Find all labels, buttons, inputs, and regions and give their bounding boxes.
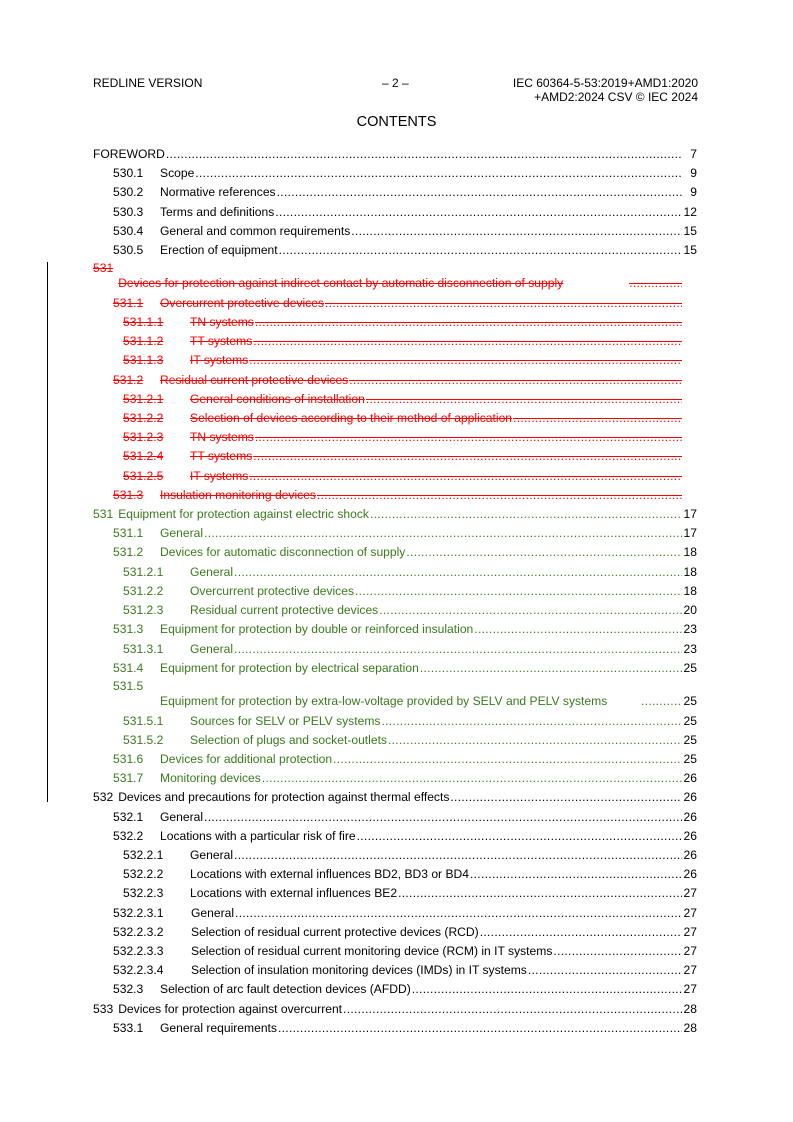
toc-entry[interactable] xyxy=(113,981,697,997)
toc-entry-page: 27 xyxy=(683,963,697,977)
toc-entry[interactable] xyxy=(113,660,697,676)
toc-entry-number: 531.2.1 xyxy=(123,565,164,579)
toc-entry-page: 28 xyxy=(683,1002,697,1016)
toc-entry-title: General conditions of installation xyxy=(190,392,365,406)
toc-entry-page: 18 xyxy=(683,565,697,579)
toc-entry-title: General requirements xyxy=(160,1021,277,1035)
toc-entry[interactable] xyxy=(123,468,697,484)
toc-entry[interactable] xyxy=(113,525,697,541)
toc-entry-title: General xyxy=(190,642,234,656)
toc-entry[interactable] xyxy=(123,847,697,863)
toc-entry-title: Devices for protection against overcurrent xyxy=(118,1002,343,1016)
toc-entry[interactable] xyxy=(113,924,697,940)
toc-entry-number: 531.2.3 xyxy=(123,603,164,617)
toc-entry-title: General xyxy=(160,810,204,824)
toc-entry-title: Monitoring devices xyxy=(160,771,261,785)
toc-entry-page: 23 xyxy=(683,642,697,656)
toc-leader-dots xyxy=(249,353,682,368)
page-title: CONTENTS xyxy=(356,114,437,130)
toc-entry[interactable] xyxy=(113,751,697,767)
toc-entry-title: Devices for additional protection xyxy=(160,752,333,766)
toc-entry-title: TN systems xyxy=(190,430,254,444)
toc-entry-number: 533 xyxy=(93,1002,114,1016)
toc-leader-dots xyxy=(325,296,682,311)
toc-entry-title: Locations with external influences BE2 xyxy=(190,886,398,900)
toc-entry-number: 532.2.1 xyxy=(123,848,164,862)
toc-entry[interactable] xyxy=(113,943,697,959)
toc-entry-page: 27 xyxy=(683,906,697,920)
header-left: REDLINE VERSION xyxy=(93,76,203,90)
toc-entry[interactable] xyxy=(113,184,697,200)
toc-entry-number: 530.5 xyxy=(113,243,144,257)
toc-entry[interactable] xyxy=(113,905,697,921)
toc-entry-number: 530.3 xyxy=(113,205,144,219)
toc-entry-title: Residual current protective devices xyxy=(160,373,349,387)
toc-entry-title: Devices and precautions for protection against thermal effects xyxy=(118,790,450,804)
toc-leader-dots xyxy=(195,166,682,181)
toc-entry-number: 532.2 xyxy=(113,829,144,843)
toc-leader-dots xyxy=(474,622,682,637)
toc-entry-title: Selection of residual current protective devices (RCD) xyxy=(191,925,479,939)
toc-entry-number: 532.3 xyxy=(113,982,144,996)
toc-entry[interactable] xyxy=(123,602,697,618)
toc-leader-dots xyxy=(370,507,682,522)
toc-entry-title: Selection of plugs and socket-outlets xyxy=(190,733,387,747)
toc-entry-number: 530.4 xyxy=(113,224,144,238)
toc-entry-number: 531.2.3 xyxy=(123,430,164,444)
toc-leader-dots xyxy=(204,810,682,825)
toc-entry-page: 18 xyxy=(683,545,697,559)
toc-entry[interactable] xyxy=(113,621,697,637)
toc-entry-page: 27 xyxy=(683,886,697,900)
toc-leader-dots xyxy=(262,771,682,786)
toc-leader-dots xyxy=(355,584,682,599)
toc-entry-title: Devices for automatic disconnection of supply xyxy=(160,545,406,559)
toc-entry-page: 28 xyxy=(683,1021,697,1035)
toc-entry-title: Terms and definitions xyxy=(160,205,275,219)
toc-entry[interactable] xyxy=(93,506,697,522)
toc-entry-title: Equipment for protection by double or reinforced insulation xyxy=(160,622,474,636)
toc-leader-dots xyxy=(166,147,682,162)
toc-leader-dots xyxy=(420,661,682,676)
toc-entry[interactable] xyxy=(123,583,697,599)
toc-entry-title: Overcurrent protective devices xyxy=(160,296,325,310)
toc-entry[interactable] xyxy=(123,314,697,330)
toc-entry-number: 531.2.1 xyxy=(123,392,164,406)
toc-leader-dots xyxy=(249,469,682,484)
toc-entry[interactable] xyxy=(113,295,697,311)
toc-entry-number: 531.3 xyxy=(113,488,144,502)
toc-leader-dots xyxy=(255,315,682,330)
toc-entry-page: 26 xyxy=(683,829,697,843)
toc-leader-dots xyxy=(277,185,682,200)
toc-entry-number: 531 xyxy=(93,507,114,521)
toc-entry-number: 532.2.3 xyxy=(123,886,164,900)
toc-entry-title: Overcurrent protective devices xyxy=(190,584,355,598)
toc-entry-page: 9 xyxy=(690,185,697,199)
toc-entry[interactable] xyxy=(123,732,697,748)
toc-entry-page: 15 xyxy=(683,243,697,257)
toc-entry-title: General and common requirements xyxy=(160,224,351,238)
toc-entry-title: TT systems xyxy=(190,334,253,348)
toc-entry[interactable] xyxy=(93,789,697,805)
header-page-number: – 2 – xyxy=(382,76,409,90)
toc-entry-number: 531.2.5 xyxy=(123,469,164,483)
toc-entry-title: Selection of residual current monitoring device (RCM) in IT systems xyxy=(191,944,553,958)
toc-entry-number: 531 xyxy=(93,261,114,275)
toc-entry[interactable] xyxy=(123,866,697,882)
toc-entry-page: 25 xyxy=(683,752,697,766)
toc-entry-title: Residual current protective devices xyxy=(190,603,379,617)
toc-entry[interactable] xyxy=(123,410,697,426)
toc-entry[interactable] xyxy=(113,165,697,181)
toc-entry-number: 530.2 xyxy=(113,185,144,199)
toc-entry[interactable] xyxy=(123,564,697,580)
toc-leader-dots xyxy=(480,925,682,940)
toc-entry-title: Selection of arc fault detection devices (AFDD) xyxy=(160,982,411,996)
toc-entry-title: Equipment for protection against electric shock xyxy=(118,507,369,521)
toc-leader-dots xyxy=(379,603,682,618)
toc-leader-dots xyxy=(513,411,682,426)
toc-leader-dots xyxy=(234,848,682,863)
toc-entry-number: 531.1.1 xyxy=(123,315,164,329)
toc-entry-number: 532 xyxy=(93,790,114,804)
toc-leader-dots xyxy=(253,334,682,349)
toc-leader-dots xyxy=(381,714,682,729)
toc-entry-title: Locations with external influences BD2, BD3 or BD4 xyxy=(190,867,469,881)
toc-entry-number: 531.5.2 xyxy=(123,733,164,747)
toc-entry[interactable] xyxy=(123,448,697,464)
toc-entry-title: IT systems xyxy=(190,469,249,483)
toc-entry-title: TN systems xyxy=(190,315,254,329)
toc-entry-number: 532.2.3.3 xyxy=(113,944,164,958)
toc-entry-number: 531.7 xyxy=(113,771,144,785)
toc-entry-title: Selection of devices according to their method of application xyxy=(190,411,513,425)
toc-leader-dots xyxy=(357,829,682,844)
toc-entry-title: Devices for protection against indirect contact by automatic disconnection of supply xyxy=(118,276,564,290)
toc-entry-number: 530.1 xyxy=(113,166,144,180)
toc-entry[interactable] xyxy=(113,242,697,258)
toc-entry-number: 532.2.3.2 xyxy=(113,925,164,939)
toc-entry-page: 18 xyxy=(683,584,697,598)
toc-entry[interactable] xyxy=(93,261,697,291)
toc-entry[interactable] xyxy=(123,429,697,445)
toc-entry-number: 531.2.2 xyxy=(123,584,164,598)
toc-entry[interactable] xyxy=(93,1001,697,1017)
toc-leader-dots xyxy=(351,224,682,239)
toc-entry[interactable] xyxy=(123,885,697,901)
toc-entry-title: Equipment for protection by electrical separation xyxy=(160,661,419,675)
toc-entry[interactable] xyxy=(113,1020,697,1036)
toc-entry-number: 531.2 xyxy=(113,545,144,559)
toc-leader-dots xyxy=(388,733,682,748)
toc-entry-number: 531.5 xyxy=(113,679,144,693)
toc-entry[interactable] xyxy=(123,333,697,349)
toc-entry[interactable] xyxy=(113,828,697,844)
toc-entry-number: 531.4 xyxy=(113,661,144,675)
toc-entry-title: Insulation monitoring devices xyxy=(160,488,316,502)
toc-entry-title: Sources for SELV or PELV systems xyxy=(190,714,381,728)
toc-leader-dots xyxy=(450,790,682,805)
toc-entry-page: 27 xyxy=(683,944,697,958)
toc-entry-page: 17 xyxy=(683,507,697,521)
toc-leader-dots xyxy=(349,373,682,388)
toc-entry-number: 531.5.1 xyxy=(123,714,164,728)
toc-entry-page: 9 xyxy=(690,166,697,180)
toc-entry[interactable] xyxy=(123,352,697,368)
toc-leader-dots xyxy=(366,392,682,407)
toc-entry-number: 531.2 xyxy=(113,373,144,387)
toc-entry[interactable] xyxy=(113,544,697,560)
toc-leader-dots xyxy=(204,526,682,541)
toc-leader-dots xyxy=(234,642,682,657)
toc-entry-number: 531.6 xyxy=(113,752,144,766)
toc-leader-dots xyxy=(412,982,682,997)
toc-leader-dots xyxy=(398,886,682,901)
toc-entry-page: 12 xyxy=(683,205,697,219)
toc-leader-dots xyxy=(406,545,682,560)
toc-entry-page: 26 xyxy=(683,867,697,881)
toc-entry[interactable] xyxy=(113,487,697,503)
toc-entry-page: 23 xyxy=(683,622,697,636)
toc-entry-title: Locations with a particular risk of fire xyxy=(160,829,356,843)
toc-entry[interactable] xyxy=(123,713,697,729)
toc-leader-dots xyxy=(553,944,682,959)
toc-entry[interactable] xyxy=(123,641,697,657)
toc-entry-page: 20 xyxy=(683,603,697,617)
toc-leader-dots xyxy=(278,1021,682,1036)
toc-entry-title: Equipment for protection by extra-low-voltage provided by SELV and PELV systems xyxy=(160,694,608,708)
toc-entry-title: Selection of insulation monitoring devices (IMDs) in IT systems xyxy=(191,963,527,977)
toc-entry-title: FOREWORD xyxy=(93,147,165,161)
toc-entry[interactable] xyxy=(113,679,697,709)
toc-entry[interactable] xyxy=(123,391,697,407)
toc-entry-page: 26 xyxy=(683,790,697,804)
toc-leader-dots xyxy=(253,449,682,464)
toc-entry-title: General xyxy=(191,906,235,920)
toc-entry[interactable] xyxy=(113,770,697,786)
toc-entry-page: 26 xyxy=(683,771,697,785)
toc-entry-page: 25 xyxy=(683,733,697,747)
toc-entry-page: 25 xyxy=(683,661,697,675)
toc-entry[interactable] xyxy=(113,372,697,388)
toc-leader-dots xyxy=(641,694,682,709)
toc-entry[interactable] xyxy=(113,962,697,978)
toc-entry[interactable] xyxy=(113,809,697,825)
toc-entry-page: 27 xyxy=(683,925,697,939)
toc-entry-number: 531.1.2 xyxy=(123,334,164,348)
toc-entry-number: 531.2.4 xyxy=(123,449,164,463)
toc-entry-number: 531.1 xyxy=(113,296,144,310)
toc-entry-number: 532.2.2 xyxy=(123,867,164,881)
toc-leader-dots xyxy=(317,488,682,503)
toc-entry-number: 533.1 xyxy=(113,1021,144,1035)
toc-entry-title: General xyxy=(160,526,204,540)
toc-leader-dots xyxy=(528,963,682,978)
toc-entry-page: 17 xyxy=(683,526,697,540)
toc-entry[interactable] xyxy=(113,223,697,239)
toc-entry-title: Normative references xyxy=(160,185,276,199)
toc-entry-number: 531.3 xyxy=(113,622,144,636)
toc-leader-dots xyxy=(343,1002,682,1017)
toc-leader-dots xyxy=(470,867,682,882)
toc-entry-number: 531.3.1 xyxy=(123,642,164,656)
toc-entry-page: 7 xyxy=(690,147,697,161)
header-right-line2: +AMD2:2024 CSV © IEC 2024 xyxy=(534,90,698,104)
header-right-line1: IEC 60364-5-53:2019+AMD1:2020 xyxy=(512,76,698,90)
toc-leader-dots xyxy=(629,276,682,291)
toc-entry-title: Scope xyxy=(160,166,195,180)
toc-entry-number: 531.2.2 xyxy=(123,411,164,425)
toc-entry-title: Erection of equipment xyxy=(160,243,278,257)
toc-leader-dots xyxy=(255,430,682,445)
toc-leader-dots xyxy=(235,906,682,921)
toc-entry-number: 531.1.3 xyxy=(123,353,164,367)
toc-entry-number: 532.2.3.1 xyxy=(113,906,164,920)
toc-entry-page: 25 xyxy=(683,714,697,728)
toc-entry-page: 26 xyxy=(683,810,697,824)
toc-entry[interactable] xyxy=(113,204,697,220)
toc-leader-dots xyxy=(234,565,682,580)
toc-leader-dots xyxy=(275,205,682,220)
toc-entry-number: 532.1 xyxy=(113,810,144,824)
toc-entry-page: 15 xyxy=(683,224,697,238)
toc-leader-dots xyxy=(279,243,682,258)
toc-entry-number: 531.1 xyxy=(113,526,144,540)
toc-entry-page: 25 xyxy=(683,694,697,708)
toc-entry-title: TT systems xyxy=(190,449,253,463)
toc-entry-title: General xyxy=(190,565,234,579)
toc-entry-title: General xyxy=(190,848,234,862)
toc-entry-page: 27 xyxy=(683,982,697,996)
toc-leader-dots xyxy=(333,752,682,767)
toc-entry-title: IT systems xyxy=(190,353,249,367)
toc-entry[interactable] xyxy=(93,146,697,162)
toc-entry-page: 26 xyxy=(683,848,697,862)
toc-entry-number: 532.2.3.4 xyxy=(113,963,164,977)
